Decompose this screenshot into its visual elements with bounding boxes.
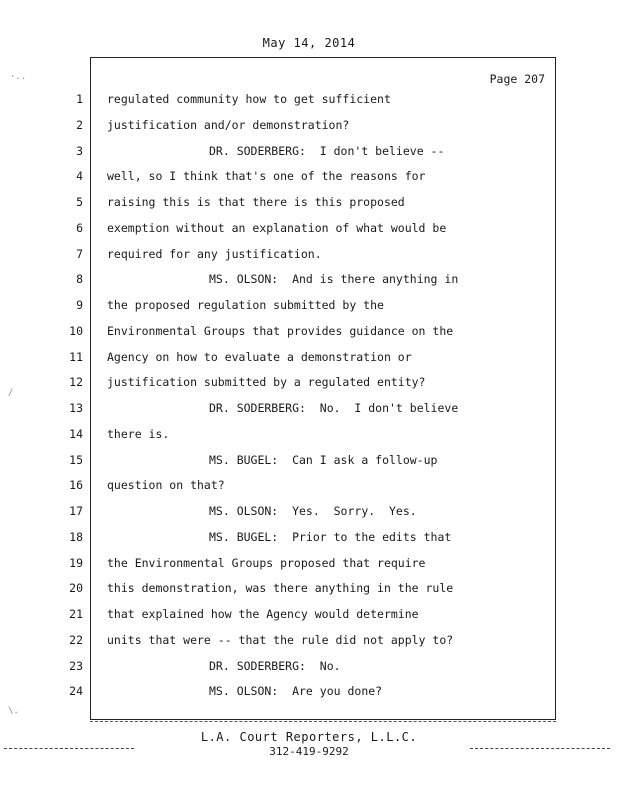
- line-text: Agency on how to evaluate a demonstration or: [107, 349, 412, 364]
- court-reporter-phone: 312-419-9292: [269, 745, 349, 758]
- line-number: 8: [76, 272, 83, 287]
- line-text: units that were -- that the rule did not apply to?: [107, 632, 454, 647]
- transcript-line: [0, 504, 618, 524]
- footer-divider-right: [470, 748, 610, 749]
- transcript-line: [0, 324, 618, 344]
- scan-speck: /: [8, 388, 14, 398]
- line-number: 12: [69, 375, 83, 390]
- line-text: justification and/or demonstration?: [107, 117, 350, 132]
- line-text: raising this is that there is this proposed: [107, 195, 405, 209]
- line-number: 5: [76, 195, 83, 209]
- line-text: MS. OLSON: And is there anything in: [209, 272, 459, 287]
- line-number: 9: [76, 298, 83, 312]
- line-number: 17: [69, 504, 83, 518]
- transcript-line: [0, 556, 618, 576]
- page-number: Page 207: [489, 72, 545, 86]
- line-number: 14: [69, 426, 83, 441]
- line-number: 18: [69, 529, 83, 544]
- transcript-line: [0, 530, 618, 550]
- scan-speck: \.: [8, 706, 19, 716]
- line-text: MS. OLSON: Yes. Sorry. Yes.: [209, 504, 417, 518]
- frame-shadow: [90, 718, 556, 722]
- line-number: 4: [76, 169, 83, 184]
- transcript-line: [0, 478, 618, 498]
- line-number: 3: [76, 143, 83, 158]
- line-text: DR. SODERBERG: No. I don't believe: [209, 401, 459, 415]
- transcript-line: [0, 272, 618, 292]
- line-number: 22: [69, 632, 83, 647]
- line-number: 10: [69, 323, 83, 338]
- line-text: exemption without an explanation of what would be: [107, 220, 447, 235]
- transcript-line: [0, 92, 618, 112]
- transcript-line: [0, 607, 618, 627]
- transcript-line: [0, 659, 618, 679]
- line-number: 15: [69, 452, 83, 467]
- transcript-line: [0, 350, 618, 370]
- court-reporter-name: L.A. Court Reporters, L.L.C.: [200, 730, 418, 744]
- line-number: 7: [76, 246, 83, 261]
- line-text: MS. BUGEL: Can I ask a follow-up: [209, 452, 438, 467]
- line-text: DR. SODERBERG: I don't believe --: [209, 143, 445, 158]
- transcript-line: [0, 375, 618, 395]
- line-text: DR. SODERBERG: No.: [209, 658, 341, 673]
- line-number: 23: [69, 658, 83, 673]
- line-text: that explained how the Agency would determine: [107, 607, 419, 621]
- line-text: required for any justification.: [107, 246, 322, 261]
- line-text: this demonstration, was there anything in the rule: [107, 581, 454, 596]
- transcript-line: [0, 581, 618, 601]
- line-text: MS. OLSON: Are you done?: [209, 684, 383, 699]
- line-number: 13: [69, 401, 83, 415]
- transcript-line: [0, 118, 618, 138]
- line-text: MS. BUGEL: Prior to the edits that: [209, 529, 452, 544]
- line-number: 20: [69, 581, 83, 596]
- transcript-date: May 14, 2014: [262, 36, 356, 50]
- transcript-line: [0, 427, 618, 447]
- line-number: 24: [69, 684, 83, 699]
- line-number: 6: [76, 220, 83, 235]
- line-text: Environmental Groups that provides guidance on the: [107, 323, 454, 338]
- line-number: 2: [76, 117, 83, 132]
- line-text: the Environmental Groups proposed that require: [107, 555, 426, 570]
- line-number: 19: [69, 555, 83, 570]
- transcript-line: [0, 247, 618, 267]
- line-number: 11: [69, 349, 83, 364]
- scan-speck: ·..: [10, 72, 27, 82]
- transcript-line: [0, 298, 618, 318]
- transcript-line: [0, 144, 618, 164]
- transcript-line: [0, 401, 618, 421]
- transcript-line: [0, 195, 618, 215]
- transcript-line: [0, 221, 618, 241]
- line-text: there is.: [107, 426, 170, 441]
- line-text: justification submitted by a regulated entity?: [107, 375, 426, 390]
- transcript-line: [0, 453, 618, 473]
- line-text: question on that?: [107, 478, 225, 493]
- transcript-line: [0, 169, 618, 189]
- line-number: 1: [76, 92, 83, 106]
- transcript-line: [0, 684, 618, 704]
- line-number: 21: [69, 607, 83, 621]
- line-text: regulated community how to get sufficient: [107, 92, 391, 106]
- line-text: the proposed regulation submitted by the: [107, 298, 384, 312]
- transcript-line: [0, 633, 618, 653]
- line-text: well, so I think that's one of the reasons for: [107, 169, 426, 184]
- line-number: 16: [69, 478, 83, 493]
